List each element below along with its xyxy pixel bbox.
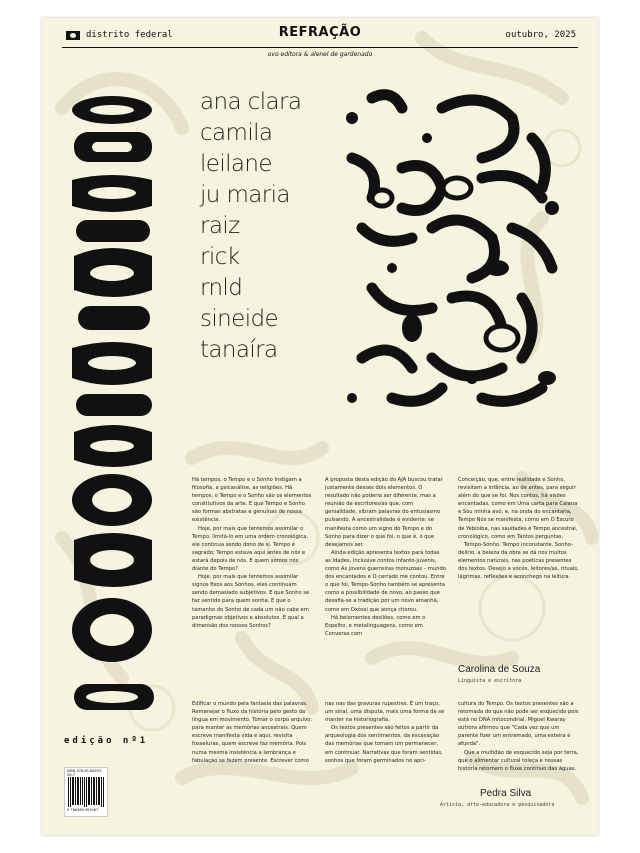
text-column	[458, 476, 579, 581]
paragraph: Edificar o mundo pela fantasia das palavras. Remanejar o fluxo da história pelo gesto da língua em movimento. Tomar o corpo arquivo: para manter as memórias ancestrais. Quem escreve manifesta vida e aqui, revisita fosseluras, quem escreve faz memória. Pois numa mesma insistência a lembrança e fabulação se fazem presente. Escrever como	[192, 701, 312, 764]
author-name: raiz	[200, 213, 240, 239]
text-column	[325, 700, 446, 765]
paragraph: A proposta desta edição do AJA buscou tratar justamente desses dois elementos. O resultado não poderia ser diferente, mas a reunião de escritores/as que, com genialidade, vibram palavras do entusiasmo pulsando. A ancestralidade é evidente: se manifesta como um signo do Tempo e do Sonho para dizer o que foi, o que é, o que desejamos ser.	[325, 477, 443, 548]
author-signature: Carolina de Souza	[458, 664, 541, 675]
edition-label: edição nº1	[64, 736, 149, 746]
vertical-title-art	[52, 70, 172, 730]
district-label: distrito federal	[86, 30, 173, 40]
author-name: rick	[200, 244, 240, 270]
abstract-ink-artwork	[332, 78, 578, 428]
author-name: sineide	[200, 306, 279, 332]
issue-date: outubro, 2025	[505, 30, 576, 40]
author-role: Artista, arte-educadora e pesquisadora	[440, 802, 555, 808]
author-name: ju maria	[200, 182, 290, 208]
paragraph: Ainda edição apresenta textos para todas as idades, inclusive contos infanto-juvenis, como As jovens guerreiras monuzoas – mundo dos encantados e O cerrado me contou. Entre o que foi, Tempo-Sonho também se apresenta como a possibilidade de novo, ao passo que desafia-se a tradição por um novo amanhã, como em Oxóssi que aonça chorou.	[325, 549, 447, 613]
text-column	[458, 700, 579, 773]
paragraph: nas nas das gravuras rupestres. É um traço, um sinal, uma disputa, mais uma forma de se manter na historiografia.	[325, 701, 445, 724]
paragraph: Conceição, que, entre realidade e Sonho, revisitam a infância, ao de antes, para seguir além do que se foi. Nos contos, há visões encantadas, como em Uma carta para Caiana e Sou minha avó, e, na onda do encantaria, Tempo Nós se manifesta, como em O Escuro de Yebloiba, nas saudades e Tempo ancestral, cronológico, como em Tantos perguntas.	[458, 477, 578, 540]
paragraph: Hoje, por mais que tentemos assimilar signos fixos aos Sonhos, eles continuam sendo demasiado subjetivos. E que Sonho se faz sentido para quem sonha. E que o tamanho do Sonho de cada um não cabe em paradigmas objetivos e absolutos. E qual a dimensão dos nossos Sonhos?	[192, 574, 310, 629]
author-name: camila	[200, 120, 273, 146]
header-divider	[62, 47, 578, 48]
paragraph: Há tempos, o Tempo e o Sonho instigam a filosofia, a psicanálise, as religiões. Há tempos, o Tempo e o Sonho são os elementos constitutivos da arte. E que Tempo e Sonho são formas abstratas e genuínas de nossa existência.	[192, 477, 312, 524]
text-column	[192, 700, 313, 765]
isbn-barcode	[64, 767, 108, 817]
isbn-label: ISBN 978-65-88493-06-7	[67, 769, 103, 777]
paragraph: Os textos presentes são feitos a partir da arqueologia dos sentimentos, da escavação das memórias que tomam um permanecer, em continuar. Narrativas que foram sentidas, sonhos que foram germinados no apri-	[325, 725, 443, 764]
isbn-number: 9 786588 493067	[67, 808, 99, 812]
paragraph: cultura do Tempo. Os textos presentes são a retomada do que não pode ser esquecido pois está no DNA mitocondrial. Miguel Kwaray outrora afirmou que "Cada vez que um parente fizer um entremado, uma esteira é afunda".	[458, 701, 579, 748]
paragraph: Há belomentes desilões, como em o Espelho, e metalinguagens, como em Conversa com	[325, 614, 426, 637]
publisher-credit: ovo editora & alenel de gardenado	[267, 51, 373, 58]
paragraph: Tempo-Sonho. Tempo inconstante. Sonho-delírio, a beleza da obra se dá nos muitos elementos naturais, nas poéticas presentes dos textos. Desejo a vocês, leitores/as, rituais, lágrimas, reflexões e aconchego na leitura.	[458, 541, 579, 581]
author-role: Linguista e escritora	[458, 678, 522, 684]
author-name: ana clara	[200, 89, 302, 115]
text-column	[192, 476, 313, 630]
text-column	[325, 476, 446, 638]
paragraph: Que a multidão de esquecido seja por terra, que o alimentar cultural toleça e nossas história retornem o fluxe contínuo das águas.	[458, 749, 579, 772]
author-name: tanaíra	[200, 337, 278, 363]
barcode-icon	[68, 777, 104, 807]
paragraph: Hoje, por mais que tentemos assimilar o Tempo, limitá-lo em uma ordem cronológica, ele continua sendo dono de si. Tempo é sagrado; Tempo estava aqui antes de nós e estará depois de nós. E quem somos nós diante do Tempo?	[192, 525, 309, 573]
authors-list	[200, 87, 301, 366]
author-name: rnld	[200, 275, 243, 301]
newspaper-title: REFRAÇÃO	[278, 25, 362, 40]
newspaper-page	[42, 18, 598, 835]
author-signature: Pedra Silva	[480, 788, 532, 799]
author-name: leilane	[200, 151, 272, 177]
